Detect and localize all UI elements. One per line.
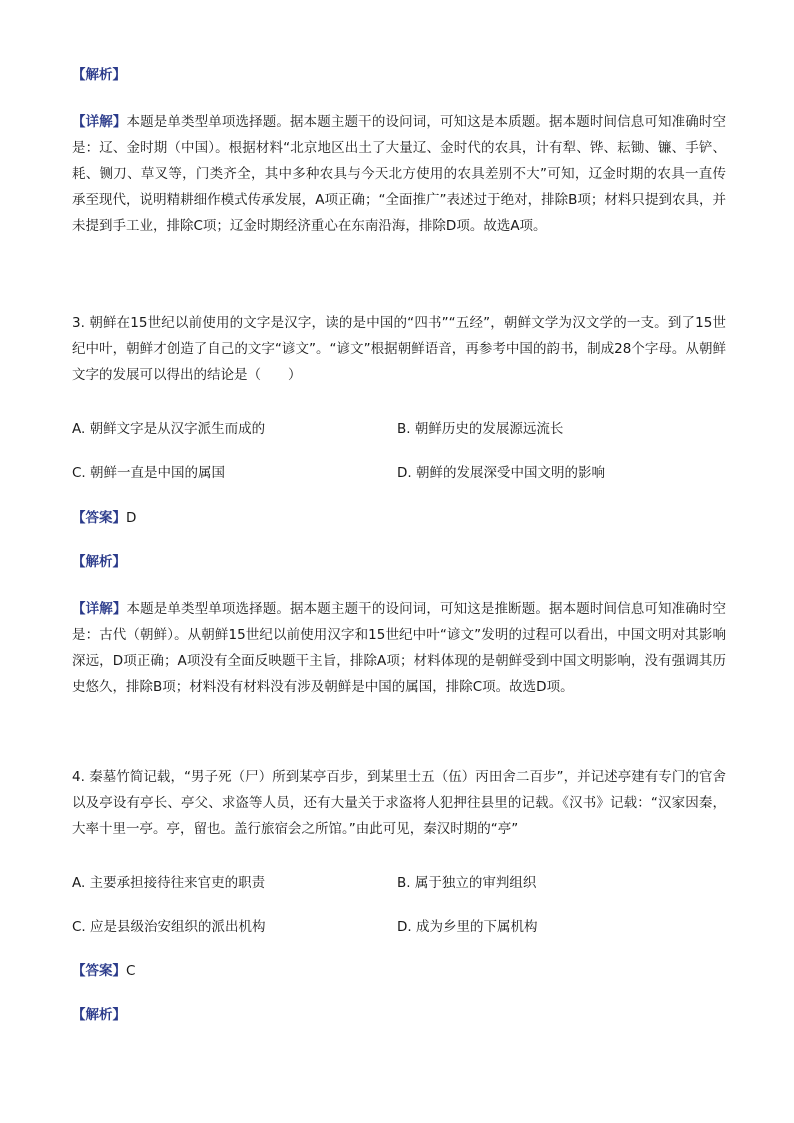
q3-detail-text: 本题是单类型单项选择题。据本题主题干的设问词，可知这是推断题。据本题时间信息可知准确时空是：古代（朝鲜）。从朝鲜15世纪以前使用汉字和15世纪中叶“谚文”发明的过程可以看出，中国文明对其影响深远，D项正确；A项没有全面反映题干主旨，排除A项；材料体现的是朝鲜受到中国文明影响，没有强调其历史悠久，排除B项；材料没有材料没有涉及朝鲜是中国的属国，排除C项。故选D项。 (72, 601, 727, 695)
q2-detail-paragraph (72, 109, 726, 239)
detail-label: 【详解】 (72, 601, 127, 617)
q4-analysis-heading (72, 1002, 726, 1028)
analysis-label: 【解析】 (72, 1007, 126, 1023)
q3-stem (72, 310, 726, 388)
analysis-label: 【解析】 (72, 554, 126, 570)
q3-option-c[interactable]: C. 朝鲜一直是中国的属国 (72, 465, 226, 481)
q3-option-d[interactable]: D. 朝鲜的发展深受中国文明的影响 (397, 465, 605, 481)
answer-label: 【答案】 (72, 510, 126, 526)
q3-stem-text: 3. 朝鲜在15世纪以前使用的文字是汉字，读的是中国的“四书”“五经”，朝鲜文学为汉文学的一支。到了15世纪中叶，朝鲜才创造了自己的文字“谚文”。“谚文”根据朝鲜语音，再参考中国的韵书，制成28个字母。从朝鲜文字的发展可以得出的结论是（ ） (72, 315, 726, 383)
analysis-label: 【解析】 (72, 67, 126, 83)
q3-option-a[interactable]: A. 朝鲜文字是从汉字派生而成的 (72, 421, 266, 437)
q4-option-a[interactable]: A. 主要承担接待往来官吏的职责 (72, 875, 266, 891)
q2-analysis-heading (72, 62, 726, 88)
q3-detail-paragraph (72, 596, 726, 700)
q4-stem (72, 764, 726, 842)
q3-option-b[interactable]: B. 朝鲜历史的发展源远流长 (397, 421, 564, 437)
answer-label: 【答案】 (72, 963, 126, 979)
q4-option-b[interactable]: B. 属于独立的审判组织 (397, 875, 537, 891)
q4-option-d[interactable]: D. 成为乡里的下属机构 (397, 919, 538, 935)
q3-analysis-heading (72, 549, 726, 575)
q3-answer (72, 505, 726, 531)
detail-label: 【详解】 (72, 114, 127, 130)
q3-answer-value: D (126, 510, 137, 526)
q4-stem-text: 4. 秦墓竹简记载，“男子死（尸）所到某亭百步，到某里士五（伍）丙田舍二百步”，并记述亭建有专门的官舍以及亭设有亭长、亭父、求盗等人员，还有大量关于求盗将人犯押往县里的记载。《汉书》记载：“汉家因秦，大率十里一亭。亭，留也。盖行旅宿会之所馆。”由此可见，秦汉时期的“亭” (72, 769, 726, 837)
q4-option-c[interactable]: C. 应是县级治安组织的派出机构 (72, 919, 266, 935)
q4-answer-value: C (126, 963, 136, 979)
q4-answer (72, 958, 726, 984)
q2-detail-text: 本题是单类型单项选择题。据本题主题干的设问词，可知这是本质题。据本题时间信息可知准确时空是：辽、金时期（中国）。根据材料“北京地区出土了大量辽、金时代的农具，计有犁、铧、耘锄、镰、手铲、耗、铡刀、草叉等，门类齐全，其中多种农具与今天北方使用的农具差别不大”可知，辽金时期的农具一直传承至现代，说明精耕细作模式传承发展，A项正确；“全面推广”表述过于绝对，排除B项；材料只提到农具，并未提到手工业，排除C项；辽金时期经济重心在东南沿海，排除D项。故选A项。 (72, 114, 727, 234)
